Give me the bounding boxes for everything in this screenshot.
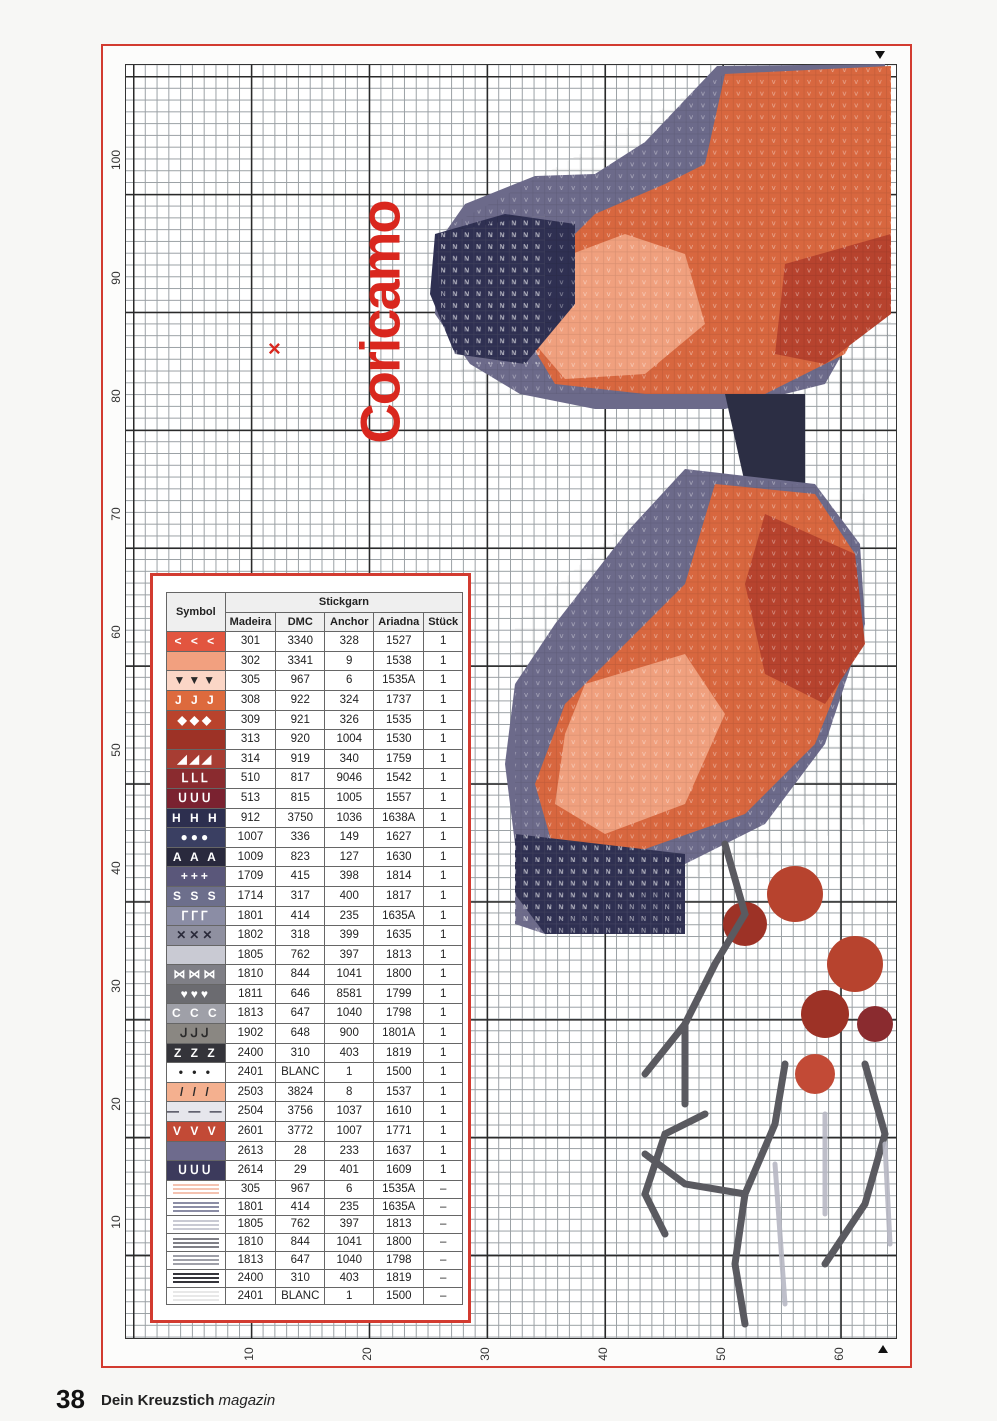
thread-symbol-swatch: ᑌᑌᑌ xyxy=(167,788,226,808)
madeira-number: 2401 xyxy=(225,1287,276,1305)
backstitch-row xyxy=(167,1198,463,1216)
stueck-count: 1 xyxy=(424,710,463,730)
backstitch-line-swatch xyxy=(167,1269,226,1287)
madeira-number: 1805 xyxy=(225,1216,276,1234)
ariadna-number: 1813 xyxy=(374,945,424,965)
ariadna-number: 1800 xyxy=(374,1234,424,1252)
madeira-number: 1813 xyxy=(225,1252,276,1270)
madeira-number: 309 xyxy=(225,710,276,730)
madeira-number: 2601 xyxy=(225,1122,276,1142)
dmc-number: 318 xyxy=(276,926,325,946)
anchor-number: 8581 xyxy=(325,984,374,1004)
madeira-number: 2400 xyxy=(225,1043,276,1063)
legend-row xyxy=(167,769,463,789)
stueck-count: 1 xyxy=(424,808,463,828)
stueck-count: – xyxy=(424,1252,463,1270)
anchor-number: 6 xyxy=(325,671,374,691)
dmc-number: 967 xyxy=(276,671,325,691)
anchor-number: 397 xyxy=(325,1216,374,1234)
legend-row xyxy=(167,886,463,906)
madeira-number: 308 xyxy=(225,690,276,710)
stueck-count: – xyxy=(424,1234,463,1252)
dmc-number: 317 xyxy=(276,886,325,906)
dmc-number: BLANC xyxy=(276,1287,325,1305)
column-number: 20 xyxy=(360,1347,374,1361)
madeira-number: 2503 xyxy=(225,1082,276,1102)
dmc-number: 647 xyxy=(276,1252,325,1270)
madeira-number: 314 xyxy=(225,749,276,769)
anchor-number: 1040 xyxy=(325,1252,374,1270)
dmc-number: BLANC xyxy=(276,1063,325,1083)
thread-symbol-swatch: — — — xyxy=(167,1102,226,1122)
backstitch-row xyxy=(167,1234,463,1252)
stueck-count: 1 xyxy=(424,828,463,848)
thread-symbol-swatch: ♥♥♥ xyxy=(167,984,226,1004)
anchor-number: 403 xyxy=(325,1043,374,1063)
row-number: 90 xyxy=(109,271,123,285)
ariadna-number: 1542 xyxy=(374,769,424,789)
stueck-count: – xyxy=(424,1180,463,1198)
ariadna-number: 1798 xyxy=(374,1252,424,1270)
ariadna-number: 1637 xyxy=(374,1141,424,1161)
row-number: 100 xyxy=(109,149,123,171)
legend-row xyxy=(167,651,463,671)
stueck-count: – xyxy=(424,1216,463,1234)
stueck-count: 1 xyxy=(424,749,463,769)
thread-symbol-swatch: ᒥᒥᒥ xyxy=(167,906,226,926)
stueck-count: 1 xyxy=(424,906,463,926)
madeira-number: 2401 xyxy=(225,1063,276,1083)
thread-legend-table xyxy=(166,592,463,1305)
backstitch-row xyxy=(167,1269,463,1287)
anchor-number: 1 xyxy=(325,1063,374,1083)
stueck-count: 1 xyxy=(424,788,463,808)
anchor-number: 1007 xyxy=(325,1122,374,1142)
thread-symbol-swatch: ᒍᒍᒍ xyxy=(167,1024,226,1044)
stueck-count: 1 xyxy=(424,1043,463,1063)
legend-row xyxy=(167,710,463,730)
madeira-number: 1813 xyxy=(225,1004,276,1024)
stueck-count: 1 xyxy=(424,867,463,887)
column-number: 10 xyxy=(242,1347,256,1361)
anchor-number: 398 xyxy=(325,867,374,887)
anchor-number: 399 xyxy=(325,926,374,946)
madeira-number: 1805 xyxy=(225,945,276,965)
madeira-number: 305 xyxy=(225,1180,276,1198)
ariadna-number: 1817 xyxy=(374,886,424,906)
stueck-count: 1 xyxy=(424,886,463,906)
dmc-number: 762 xyxy=(276,945,325,965)
dmc-number: 3340 xyxy=(276,632,325,652)
ariadna-number: 1535A xyxy=(374,1180,424,1198)
stueck-count: 1 xyxy=(424,1102,463,1122)
madeira-number: 912 xyxy=(225,808,276,828)
dmc-number: 844 xyxy=(276,1234,325,1252)
anchor-number: 235 xyxy=(325,906,374,926)
ariadna-number: 1799 xyxy=(374,984,424,1004)
symbol-header: Symbol xyxy=(167,593,226,632)
backstitch-line-icon xyxy=(173,1202,219,1212)
stueck-count: 1 xyxy=(424,651,463,671)
dmc-number: 29 xyxy=(276,1161,325,1181)
legend-row xyxy=(167,867,463,887)
legend-row xyxy=(167,847,463,867)
backstitch-row xyxy=(167,1287,463,1305)
thread-symbol-swatch: ◆◆◆ xyxy=(167,710,226,730)
anchor-number: 326 xyxy=(325,710,374,730)
row-number: 30 xyxy=(109,979,123,993)
coricamo-logo: Coricamo xyxy=(348,201,412,444)
madeira-number: 1810 xyxy=(225,1234,276,1252)
thread-symbol-swatch xyxy=(167,730,226,750)
ariadna-number: 1630 xyxy=(374,847,424,867)
ariadna-number: 1638A xyxy=(374,808,424,828)
ariadna-number: 1610 xyxy=(374,1102,424,1122)
dmc-number: 415 xyxy=(276,867,325,887)
stueck-count: 1 xyxy=(424,945,463,965)
backstitch-line-icon xyxy=(173,1291,219,1301)
dmc-number: 3756 xyxy=(276,1102,325,1122)
backstitch-line-icon xyxy=(173,1184,219,1194)
legend-row xyxy=(167,926,463,946)
magazine-title xyxy=(101,1392,275,1409)
legend-row xyxy=(167,730,463,750)
thread-symbol-swatch: C C C xyxy=(167,1004,226,1024)
dmc-number: 3750 xyxy=(276,808,325,828)
dmc-number: 762 xyxy=(276,1216,325,1234)
madeira-number: 301 xyxy=(225,632,276,652)
column-number: 40 xyxy=(596,1347,610,1361)
ariadna-number: 1801A xyxy=(374,1024,424,1044)
row-number: 40 xyxy=(109,861,123,875)
thread-symbol-swatch xyxy=(167,945,226,965)
backstitch-line-swatch xyxy=(167,1252,226,1270)
anchor-number: 1040 xyxy=(325,1004,374,1024)
ariadna-number: 1798 xyxy=(374,1004,424,1024)
legend-row xyxy=(167,906,463,926)
backstitch-row xyxy=(167,1252,463,1270)
stueck-count: 1 xyxy=(424,769,463,789)
backstitch-row xyxy=(167,1216,463,1234)
ariadna-number: 1527 xyxy=(374,632,424,652)
ariadna-number: 1538 xyxy=(374,651,424,671)
legend-row xyxy=(167,945,463,965)
ariadna-number: 1530 xyxy=(374,730,424,750)
thread-symbol-swatch: ᒪᒪᒪ xyxy=(167,769,226,789)
anchor-number: 900 xyxy=(325,1024,374,1044)
thread-symbol-swatch: S S S xyxy=(167,886,226,906)
madeira-number: 1709 xyxy=(225,867,276,887)
row-number: 60 xyxy=(109,625,123,639)
stickgarn-header: Stickgarn xyxy=(225,593,463,613)
column-header-ariadna: Ariadna xyxy=(374,612,424,632)
row-number: 80 xyxy=(109,389,123,403)
dmc-number: 414 xyxy=(276,1198,325,1216)
column-header-stueck: Stück xyxy=(424,612,463,632)
madeira-number: 1810 xyxy=(225,965,276,985)
madeira-number: 2504 xyxy=(225,1102,276,1122)
backstitch-line-swatch xyxy=(167,1287,226,1305)
ariadna-number: 1771 xyxy=(374,1122,424,1142)
column-header-dmc: DMC xyxy=(276,612,325,632)
madeira-number: 513 xyxy=(225,788,276,808)
legend-row xyxy=(167,828,463,848)
legend-rows xyxy=(167,632,463,1305)
thread-symbol-swatch: ●●● xyxy=(167,828,226,848)
dmc-number: 844 xyxy=(276,965,325,985)
ariadna-number: 1819 xyxy=(374,1043,424,1063)
dmc-number: 336 xyxy=(276,828,325,848)
legend-row xyxy=(167,808,463,828)
ariadna-number: 1500 xyxy=(374,1287,424,1305)
stueck-count: 1 xyxy=(424,1082,463,1102)
dmc-number: 921 xyxy=(276,710,325,730)
anchor-number: 340 xyxy=(325,749,374,769)
thread-symbol-swatch: • • • xyxy=(167,1063,226,1083)
stueck-count: 1 xyxy=(424,926,463,946)
legend-row xyxy=(167,1082,463,1102)
rowan-berries xyxy=(723,866,893,1094)
dmc-number: 922 xyxy=(276,690,325,710)
ariadna-number: 1759 xyxy=(374,749,424,769)
anchor-number: 1 xyxy=(325,1287,374,1305)
thread-symbol-swatch: J J J xyxy=(167,690,226,710)
stueck-count: 1 xyxy=(424,671,463,691)
stueck-count: – xyxy=(424,1269,463,1287)
legend-row xyxy=(167,1102,463,1122)
anchor-number: 328 xyxy=(325,632,374,652)
logo-cross-mark: × xyxy=(268,336,281,361)
dmc-number: 817 xyxy=(276,769,325,789)
dmc-number: 3824 xyxy=(276,1082,325,1102)
anchor-number: 401 xyxy=(325,1161,374,1181)
thread-symbol-swatch: V V V xyxy=(167,1122,226,1142)
stueck-count: – xyxy=(424,1198,463,1216)
ariadna-number: 1814 xyxy=(374,867,424,887)
stueck-count: 1 xyxy=(424,1024,463,1044)
legend-row xyxy=(167,965,463,985)
legend-row xyxy=(167,690,463,710)
anchor-number: 149 xyxy=(325,828,374,848)
anchor-number: 400 xyxy=(325,886,374,906)
legend-row xyxy=(167,1161,463,1181)
stueck-count: 1 xyxy=(424,730,463,750)
row-number: 50 xyxy=(109,743,123,757)
legend-row xyxy=(167,1063,463,1083)
ariadna-number: 1635A xyxy=(374,906,424,926)
stueck-count: 1 xyxy=(424,1161,463,1181)
page-number: 38 xyxy=(56,1384,85,1414)
backstitch-line-swatch xyxy=(167,1216,226,1234)
anchor-number: 1004 xyxy=(325,730,374,750)
anchor-number: 403 xyxy=(325,1269,374,1287)
ariadna-number: 1737 xyxy=(374,690,424,710)
stueck-count: 1 xyxy=(424,847,463,867)
column-number: 30 xyxy=(478,1347,492,1361)
legend-row xyxy=(167,749,463,769)
backstitch-line-icon xyxy=(173,1220,219,1230)
madeira-number: 1811 xyxy=(225,984,276,1004)
dmc-number: 310 xyxy=(276,1269,325,1287)
thread-symbol-swatch xyxy=(167,651,226,671)
anchor-number: 1036 xyxy=(325,808,374,828)
legend-row xyxy=(167,1141,463,1161)
anchor-number: 6 xyxy=(325,1180,374,1198)
pale-twigs xyxy=(775,1114,890,1304)
dmc-number: 414 xyxy=(276,906,325,926)
backstitch-line-swatch xyxy=(167,1234,226,1252)
thread-symbol-swatch: / / / xyxy=(167,1082,226,1102)
legend-row xyxy=(167,1122,463,1142)
dmc-number: 823 xyxy=(276,847,325,867)
madeira-number: 1902 xyxy=(225,1024,276,1044)
ariadna-number: 1609 xyxy=(374,1161,424,1181)
thread-symbol-swatch: ▼▼▼ xyxy=(167,671,226,691)
upper-bird xyxy=(430,64,891,409)
backstitch-row xyxy=(167,1180,463,1198)
column-number: 50 xyxy=(714,1347,728,1361)
backstitch-line-icon xyxy=(173,1255,219,1265)
ariadna-number: 1800 xyxy=(374,965,424,985)
backstitch-line-icon xyxy=(173,1238,219,1248)
legend-row xyxy=(167,1024,463,1044)
stem xyxy=(725,394,805,484)
dmc-number: 28 xyxy=(276,1141,325,1161)
anchor-number: 324 xyxy=(325,690,374,710)
madeira-number: 305 xyxy=(225,671,276,691)
anchor-number: 1005 xyxy=(325,788,374,808)
madeira-number: 1714 xyxy=(225,886,276,906)
backstitch-line-swatch xyxy=(167,1180,226,1198)
madeira-number: 510 xyxy=(225,769,276,789)
legend-row xyxy=(167,1004,463,1024)
anchor-number: 127 xyxy=(325,847,374,867)
dmc-number: 648 xyxy=(276,1024,325,1044)
dmc-number: 920 xyxy=(276,730,325,750)
row-number: 10 xyxy=(109,1215,123,1229)
column-number: 60 xyxy=(832,1347,846,1361)
ariadna-number: 1813 xyxy=(374,1216,424,1234)
dmc-number: 3772 xyxy=(276,1122,325,1142)
legend-row xyxy=(167,1043,463,1063)
anchor-number: 1041 xyxy=(325,1234,374,1252)
thread-symbol-swatch: ᑌᑌᑌ xyxy=(167,1161,226,1181)
madeira-number: 1801 xyxy=(225,906,276,926)
stueck-count: 1 xyxy=(424,1004,463,1024)
dmc-number: 967 xyxy=(276,1180,325,1198)
anchor-number: 1037 xyxy=(325,1102,374,1122)
madeira-number: 2614 xyxy=(225,1161,276,1181)
thread-symbol-swatch: < < < xyxy=(167,632,226,652)
ariadna-number: 1535A xyxy=(374,671,424,691)
ariadna-number: 1537 xyxy=(374,1082,424,1102)
anchor-number: 235 xyxy=(325,1198,374,1216)
column-header-anchor: Anchor xyxy=(325,612,374,632)
stueck-count: 1 xyxy=(424,632,463,652)
madeira-number: 313 xyxy=(225,730,276,750)
dmc-number: 815 xyxy=(276,788,325,808)
stueck-count: 1 xyxy=(424,1141,463,1161)
ariadna-number: 1557 xyxy=(374,788,424,808)
dmc-number: 310 xyxy=(276,1043,325,1063)
stueck-count: 1 xyxy=(424,690,463,710)
thread-symbol-swatch: +++ xyxy=(167,867,226,887)
lower-bird xyxy=(505,469,865,934)
madeira-number: 1007 xyxy=(225,828,276,848)
row-number: 70 xyxy=(109,507,123,521)
ariadna-number: 1819 xyxy=(374,1269,424,1287)
madeira-number: 2613 xyxy=(225,1141,276,1161)
madeira-number: 1801 xyxy=(225,1198,276,1216)
anchor-number: 8 xyxy=(325,1082,374,1102)
stueck-count: 1 xyxy=(424,1063,463,1083)
thread-symbol-swatch xyxy=(167,1141,226,1161)
legend-row xyxy=(167,788,463,808)
dmc-number: 646 xyxy=(276,984,325,1004)
thread-symbol-swatch: ✕✕✕ xyxy=(167,926,226,946)
ariadna-number: 1635 xyxy=(374,926,424,946)
thread-symbol-swatch: Z Z Z xyxy=(167,1043,226,1063)
ariadna-number: 1635A xyxy=(374,1198,424,1216)
thread-symbol-swatch: H H H xyxy=(167,808,226,828)
bottom-center-marker xyxy=(878,1345,888,1353)
madeira-number: 302 xyxy=(225,651,276,671)
anchor-number: 1041 xyxy=(325,965,374,985)
stueck-count: 1 xyxy=(424,984,463,1004)
anchor-number: 397 xyxy=(325,945,374,965)
dmc-number: 919 xyxy=(276,749,325,769)
ariadna-number: 1627 xyxy=(374,828,424,848)
thread-symbol-swatch: ◢◢◢ xyxy=(167,749,226,769)
ariadna-number: 1535 xyxy=(374,710,424,730)
anchor-number: 9 xyxy=(325,651,374,671)
madeira-number: 1009 xyxy=(225,847,276,867)
dmc-number: 647 xyxy=(276,1004,325,1024)
stueck-count: 1 xyxy=(424,1122,463,1142)
thread-symbol-swatch: ⋈⋈⋈ xyxy=(167,965,226,985)
backstitch-line-icon xyxy=(173,1273,219,1283)
column-header-madeira: Madeira xyxy=(225,612,276,632)
anchor-number: 9046 xyxy=(325,769,374,789)
madeira-number: 1802 xyxy=(225,926,276,946)
dmc-number: 3341 xyxy=(276,651,325,671)
row-number: 20 xyxy=(109,1097,123,1111)
magazine-title-bold: Dein Kreuzstich xyxy=(101,1392,215,1409)
top-center-marker xyxy=(875,51,885,59)
legend-row xyxy=(167,632,463,652)
legend-row xyxy=(167,984,463,1004)
thread-symbol-swatch: A A A xyxy=(167,847,226,867)
anchor-number: 233 xyxy=(325,1141,374,1161)
backstitch-line-swatch xyxy=(167,1198,226,1216)
ariadna-number: 1500 xyxy=(374,1063,424,1083)
madeira-number: 2400 xyxy=(225,1269,276,1287)
stueck-count: 1 xyxy=(424,965,463,985)
legend-row xyxy=(167,671,463,691)
magazine-title-italic: magazin xyxy=(218,1392,276,1409)
stueck-count: – xyxy=(424,1287,463,1305)
